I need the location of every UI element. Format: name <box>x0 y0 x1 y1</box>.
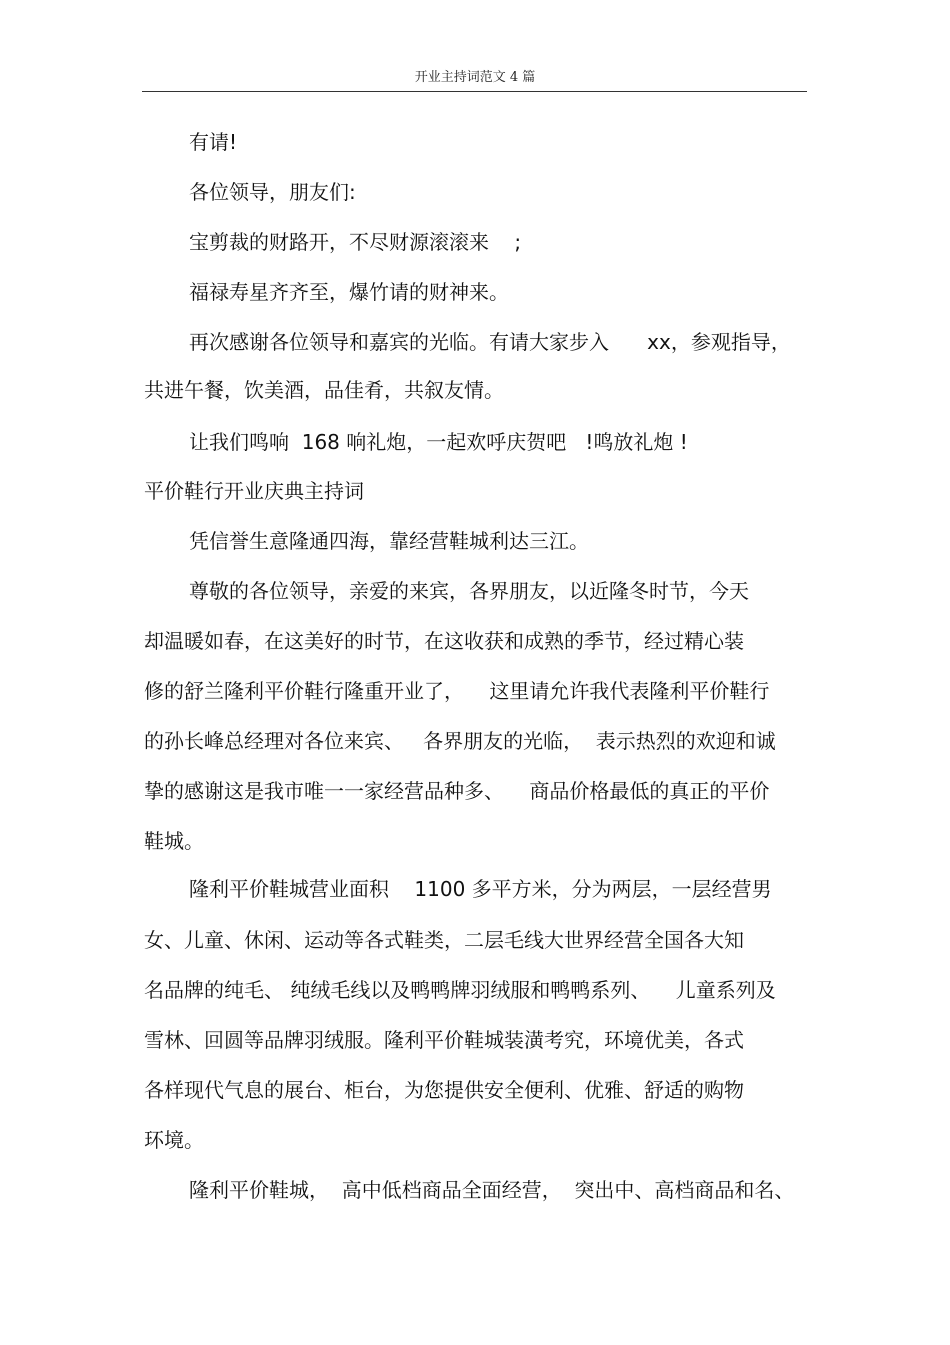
text-line: 有请! <box>189 130 238 154</box>
text-line: 名品牌的纯毛、 纯绒毛线以及鸭鸭牌羽绒服和鸭鸭系列、 儿童系列及 <box>144 978 776 1002</box>
text-line: 尊敬的各位领导，亲爱的来宾，各界朋友，以近隆冬时节，今天 <box>189 579 749 603</box>
section-heading: 平价鞋行开业庆典主持词 <box>144 479 364 503</box>
text-line: 女、儿童、休闲、运动等各式鞋类，二层毛线大世界经营全国各大知 <box>144 928 744 952</box>
text-line: 宝剪裁的财路开，不尽财源滚滚来 ; <box>189 230 522 254</box>
text-line: 让我们鸣响 168 响礼炮，一起欢呼庆贺吧 !鸣放礼炮 ! <box>189 430 688 454</box>
text-line: 修的舒兰隆利平价鞋行隆重开业了， 这里请允许我代表隆利平价鞋行 <box>144 679 770 703</box>
text-line: 隆利平价鞋城营业面积 1100 多平方米，分为两层，一层经营男 <box>189 877 772 901</box>
text-line: 却温暖如春，在这美好的时节，在这收获和成熟的季节，经过精心装 <box>144 629 744 653</box>
text-line: 雪林、回圆等品牌羽绒服。隆利平价鞋城装潢考究，环境优美，各式 <box>144 1028 744 1052</box>
text-line: 凭信誉生意隆通四海，靠经营鞋城利达三江。 <box>189 529 589 553</box>
text-line: 的孙长峰总经理对各位来宾、 各界朋友的光临， 表示热烈的欢迎和诚 <box>144 729 776 753</box>
text-line: 共进午餐，饮美酒，品佳肴，共叙友情。 <box>144 378 504 402</box>
text-line: 各位领导，朋友们: <box>189 180 356 204</box>
text-line: 各样现代气息的展台、柜台，为您提供安全便利、优雅、舒适的购物 <box>144 1078 744 1102</box>
text-line: 挚的感谢这是我市唯一一家经营品种多、 商品价格最低的真正的平价 <box>144 779 770 803</box>
text-line: 福禄寿星齐齐至，爆竹请的财神来。 <box>189 280 509 304</box>
text-line: 再次感谢各位领导和嘉宾的光临。有请大家步入 xx，参观指导， <box>189 330 791 354</box>
page-header-title: 开业主持词范文 4 篇 <box>414 70 536 85</box>
header-divider <box>142 91 807 92</box>
text-line: 鞋城。 <box>144 829 204 853</box>
text-line: 隆利平价鞋城， 高中低档商品全面经营， 突出中、高档商品和名、 <box>189 1178 795 1202</box>
text-line: 环境。 <box>144 1128 204 1152</box>
